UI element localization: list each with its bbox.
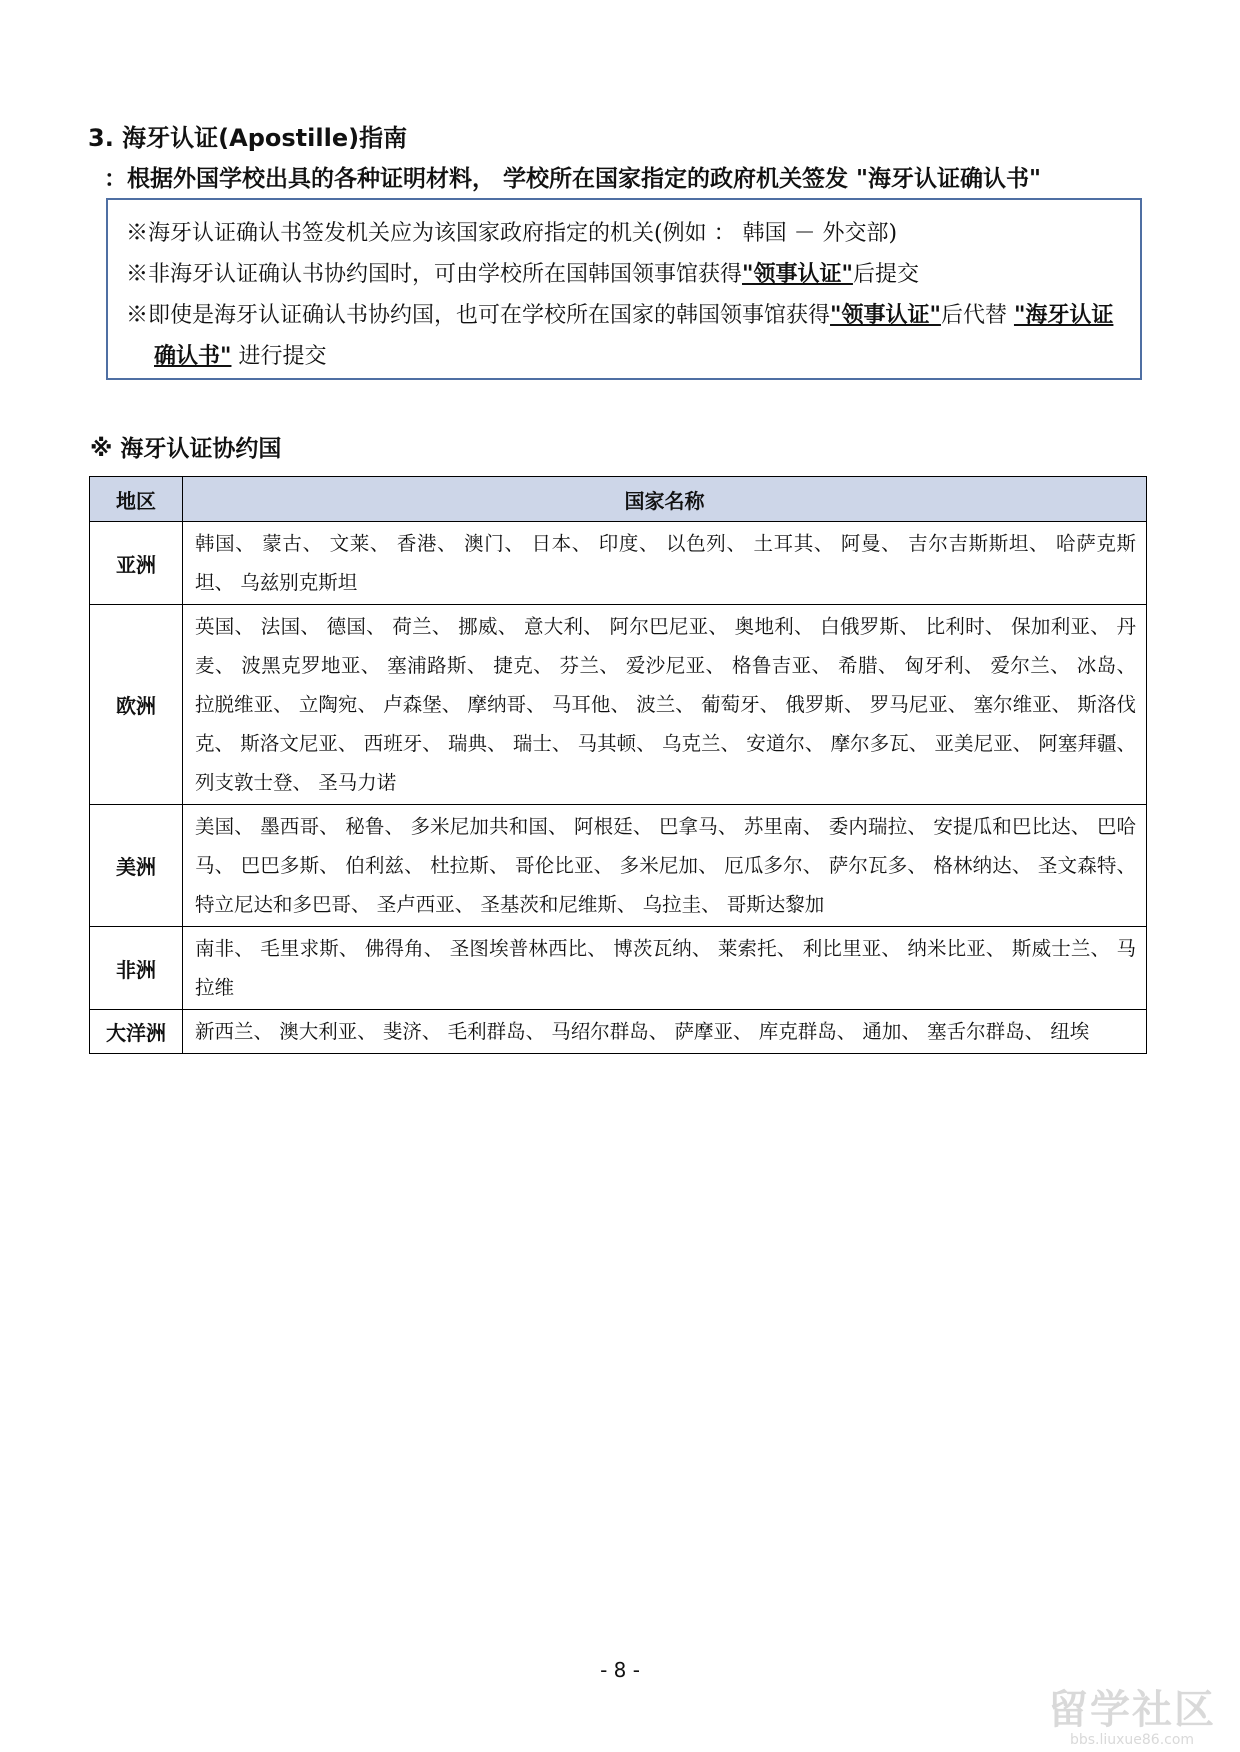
note-text: ※即使是海牙认证确认书协约国，也可在学校所在国家的韩国领事馆获得 xyxy=(126,303,831,328)
region-cell: 欧洲 xyxy=(90,605,183,805)
watermark-logo-text: 留学社区 xyxy=(1048,1687,1216,1733)
table-row xyxy=(90,927,1147,1010)
apostille-certificate-term: "海牙认证确认书" xyxy=(154,302,1114,369)
table-row xyxy=(90,605,1147,805)
note-issuing-authority: ※海牙认证确认书签发机关应为该国家政府指定的机关(例如 ： 韩国 － 外交部) xyxy=(126,221,898,246)
countries-cell: 新西兰、 澳大利亚、 斐济、 毛利群岛、 马绍尔群岛、 萨摩亚、 库克群岛、 通加、 塞舌尔群岛、 纽埃 xyxy=(183,1010,1147,1054)
note-text: 后提交 xyxy=(852,262,919,287)
watermark-url: bbs.liuxue86.com xyxy=(1069,1732,1195,1748)
table-header-row xyxy=(90,477,1147,522)
countries-cell: 韩国、 蒙古、 文莱、 香港、 澳门、 日本、 印度、 以色列、 土耳其、 阿曼、 吉尔吉斯斯坦、 哈萨克斯坦、 乌兹别克斯坦 xyxy=(183,522,1147,605)
header-countries: 国家名称 xyxy=(183,477,1147,522)
notes-box xyxy=(106,198,1142,380)
note-text: 进行提交 xyxy=(231,344,327,369)
table-row xyxy=(90,1010,1147,1054)
consular-certification-term: "领事认证" xyxy=(742,261,853,287)
note-consular-certification xyxy=(126,254,1122,295)
countries-cell: 英国、 法国、 德国、 荷兰、 挪威、 意大利、 阿尔巴尼亚、 奥地利、 白俄罗斯、 比利时、 保加利亚、 丹麦、 波黑克罗地亚、 塞浦路斯、 捷克、 芬兰、 爱沙尼亚、 格鲁吉亚、 希腊、 匈牙利、 爱尔兰、 冰岛、 拉脱维亚、 立陶宛、 卢森堡、 摩纳哥、 马耳他、 波兰、 葡萄牙、 俄罗斯、 罗马尼亚、 塞尔维亚、 斯洛伐克、 斯洛文尼亚、 西班牙、 瑞典、 瑞士、 马其顿、 乌克兰、 安道尔、 摩尔多瓦、 亚美尼亚、 阿塞拜疆、 列支敦士登、 圣马力诺 xyxy=(183,605,1147,805)
countries-cell: 美国、 墨西哥、 秘鲁、 多米尼加共和国、 阿根廷、 巴拿马、 苏里南、 委内瑞拉、 安提瓜和巴比达、 巴哈马、 巴巴多斯、 伯利兹、 杜拉斯、 哥伦比亚、 多米尼加、 厄瓜多尔、 萨尔瓦多、 格林纳达、 圣文森特、 特立尼达和多巴哥、 圣卢西亚、 圣基茨和尼维斯、 乌拉圭、 哥斯达黎加 xyxy=(183,805,1147,927)
table-row xyxy=(90,805,1147,927)
region-cell: 大洋洲 xyxy=(90,1010,183,1054)
consular-certification-term: "领事认证" xyxy=(830,302,941,328)
table-row xyxy=(90,522,1147,605)
note-text: ※非海牙认证确认书协约国时，可由学校所在国韩国领事馆获得 xyxy=(126,262,743,287)
section-title: 3. 海牙认证(Apostille)指南 xyxy=(88,124,408,152)
apostille-countries-table xyxy=(89,476,1147,1054)
countries-cell: 南非、 毛里求斯、 佛得角、 圣图埃普林西比、 博茨瓦纳、 莱索托、 利比里亚、 纳米比亚、 斯威士兰、 马拉维 xyxy=(183,927,1147,1010)
note-substitute xyxy=(126,295,1122,377)
intro-text: ：根据外国学校出具的各种证明材料， 学校所在国家指定的政府机关签发 "海牙认证确认书" xyxy=(104,166,1041,192)
region-cell: 美洲 xyxy=(90,805,183,927)
watermark xyxy=(1048,1688,1216,1748)
page-number: - 8 - xyxy=(600,1658,640,1682)
region-cell: 非洲 xyxy=(90,927,183,1010)
region-cell: 亚洲 xyxy=(90,522,183,605)
table-caption: ※ 海牙认证协约国 xyxy=(90,436,282,462)
header-region: 地区 xyxy=(90,477,183,522)
note-text: 后代替 xyxy=(940,303,1014,328)
